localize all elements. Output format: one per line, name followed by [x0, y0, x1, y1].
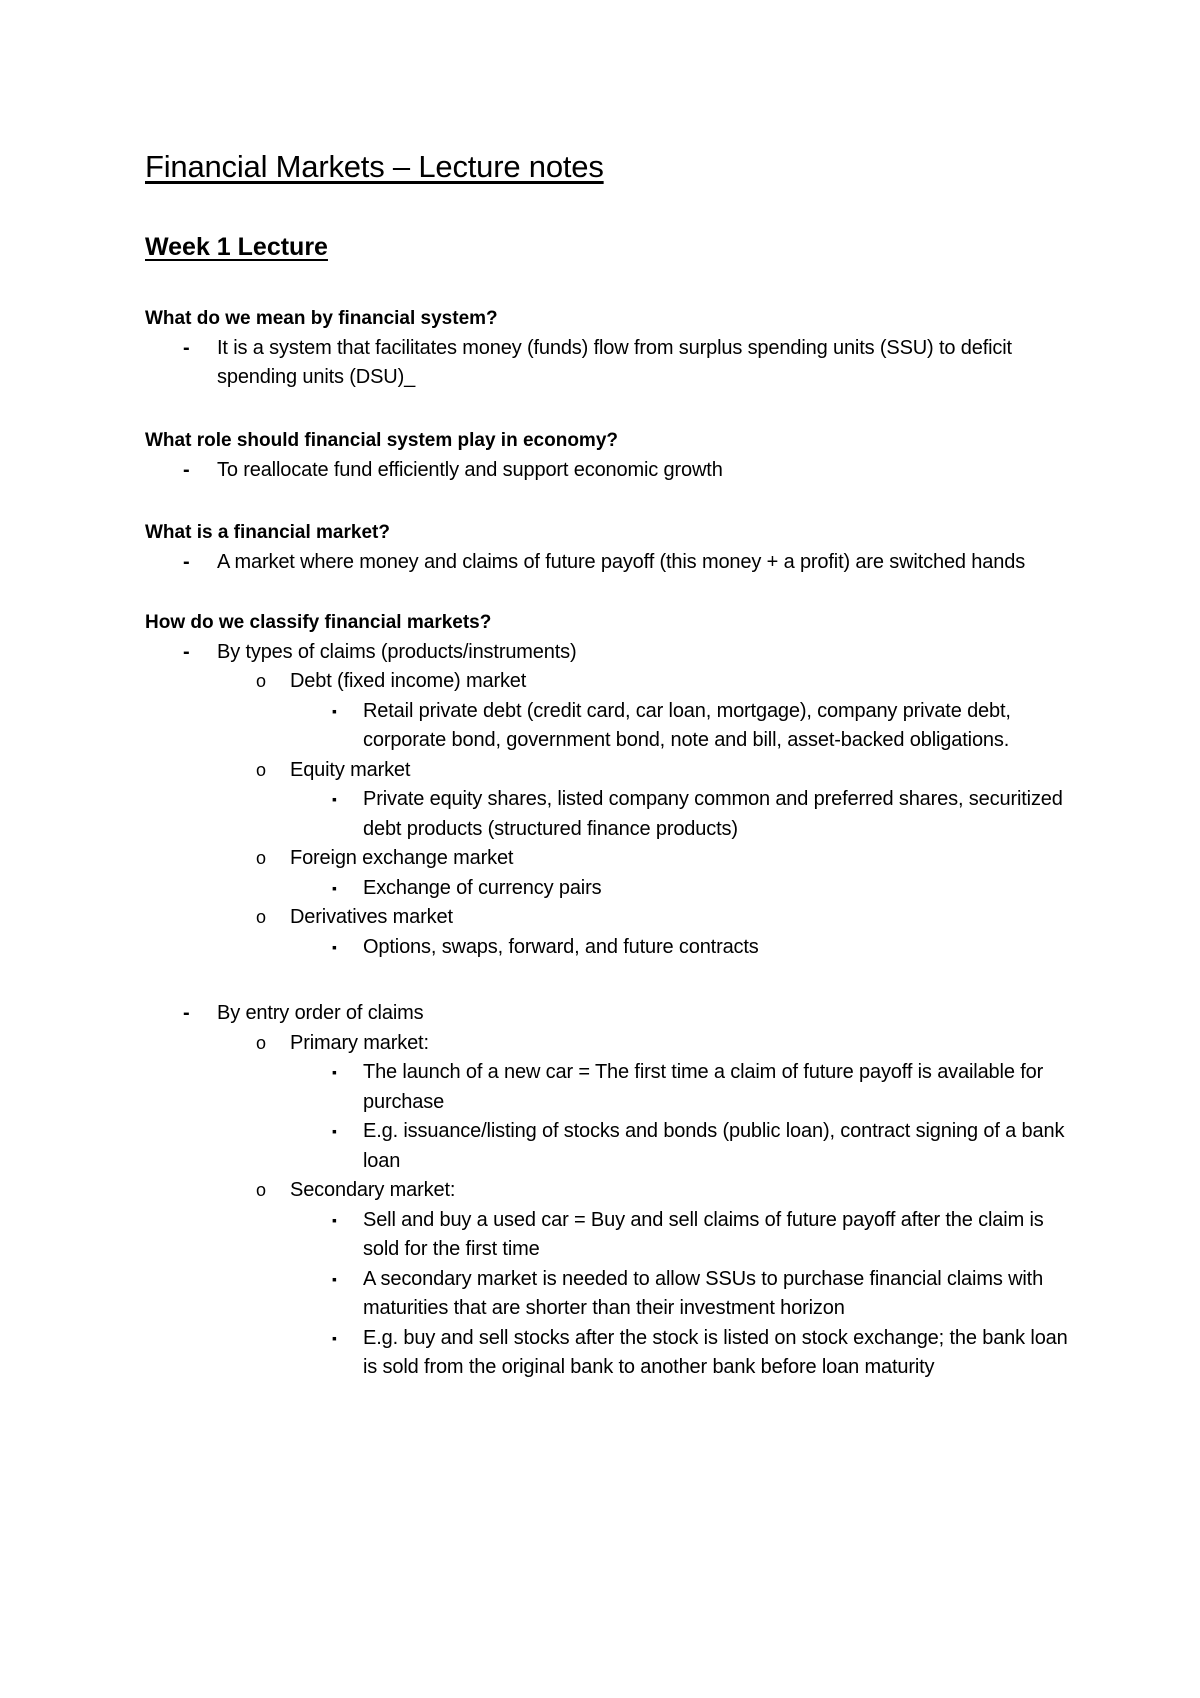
- sub-sublist: [290, 785, 1070, 844]
- list-item-text: Exchange of currency pairs: [363, 876, 602, 899]
- circle-bullet-icon: o: [256, 1180, 266, 1201]
- answer-list: [145, 548, 1070, 578]
- list-item: [145, 548, 1070, 578]
- square-bullet-icon: ▪: [332, 702, 337, 719]
- sublist-item-primary-market: [256, 1029, 1070, 1177]
- list-item-text: Private equity shares, listed company common and preferred shares, securitized debt products (structured finance products): [363, 788, 1063, 840]
- square-bullet-icon: ▪: [332, 938, 337, 955]
- square-bullet-icon: ▪: [332, 1211, 337, 1228]
- sub-sublist: [290, 933, 1070, 963]
- square-bullet-icon: ▪: [332, 1329, 337, 1346]
- square-bullet-icon: ▪: [332, 1123, 337, 1140]
- circle-bullet-icon: o: [256, 1032, 266, 1053]
- list-item-text: Foreign exchange market: [290, 847, 514, 870]
- detail-item: [332, 1117, 1070, 1176]
- dash-bullet-icon: -: [183, 336, 190, 359]
- week-heading: Week 1 Lecture: [145, 233, 328, 262]
- detail-item: [332, 785, 1070, 844]
- answer-list: [145, 456, 1070, 486]
- list-item-text: Derivatives market: [290, 906, 453, 929]
- document-page: [145, 150, 1070, 1383]
- list-item-text: Retail private debt (credit card, car loan, mortgage), company private debt, corporate bond, government bond, note and bill, asset-backed obligations.: [363, 699, 1011, 752]
- section-financial-market: [145, 518, 1070, 578]
- sublist-item-debt-market: [256, 667, 1070, 756]
- list-item-text: To reallocate fund efficiently and support economic growth: [217, 458, 723, 481]
- detail-item: [332, 1265, 1070, 1324]
- list-item-text: By entry order of claims: [217, 1002, 424, 1025]
- list-item: [145, 334, 1070, 393]
- detail-item: [332, 697, 1070, 756]
- list-item-text: Primary market:: [290, 1031, 429, 1054]
- detail-item: [332, 874, 1070, 904]
- list-item-text: By types of claims (products/instruments): [217, 640, 577, 663]
- list-item-text: Debt (fixed income) market: [290, 670, 527, 693]
- list-item-text: Equity market: [290, 758, 411, 781]
- section-financial-system: [145, 304, 1070, 393]
- document-title: Financial Markets – Lecture notes: [145, 149, 604, 184]
- question-heading: What do we mean by financial system?: [145, 307, 498, 329]
- question-heading: What is a financial market?: [145, 522, 390, 544]
- circle-bullet-icon: o: [256, 759, 266, 780]
- square-bullet-icon: ▪: [332, 879, 337, 896]
- sub-sublist: [290, 697, 1070, 756]
- list-item-types-of-claims: [145, 638, 1070, 963]
- list-item-text: E.g. buy and sell stocks after the stock is listed on stock exchange; the bank loan is sold from the original bank to another bank before loan maturity: [363, 1326, 1068, 1379]
- sublist-item-derivatives-market: [256, 903, 1070, 962]
- sub-sublist: [290, 1058, 1070, 1176]
- section-financial-system-role: [145, 426, 1070, 486]
- sublist: [256, 667, 1070, 962]
- dash-bullet-icon: -: [183, 640, 190, 663]
- circle-bullet-icon: o: [256, 848, 266, 869]
- list-item-text: The launch of a new car = The first time a claim of future payoff is available for purchase: [363, 1061, 1044, 1113]
- square-bullet-icon: ▪: [332, 1064, 337, 1081]
- list-item-entry-order: [145, 999, 1070, 1383]
- circle-bullet-icon: o: [256, 907, 266, 928]
- list-item-text: A market where money and claims of future payoff (this money + a profit) are switched hands: [217, 551, 1026, 574]
- list-item-text: A secondary market is needed to allow SSUs to purchase financial claims with maturities that are shorter than their investment horizon: [363, 1267, 1044, 1320]
- list-item-text: Sell and buy a used car = Buy and sell claims of future payoff after the claim is sold for the first time: [363, 1208, 1044, 1261]
- square-bullet-icon: ▪: [332, 791, 337, 808]
- section-classify-markets: [145, 608, 1070, 1383]
- detail-item: [332, 1324, 1070, 1383]
- detail-item: [332, 933, 1070, 963]
- sub-sublist: [290, 1206, 1070, 1383]
- list-item-text: Options, swaps, forward, and future contracts: [363, 935, 759, 958]
- sublist-item-secondary-market: [256, 1176, 1070, 1383]
- list-item-text: Secondary market:: [290, 1179, 456, 1202]
- dash-bullet-icon: -: [183, 1002, 190, 1025]
- question-heading: What role should financial system play in economy?: [145, 429, 618, 451]
- detail-item: [332, 1206, 1070, 1265]
- sub-sublist: [290, 874, 1070, 904]
- question-heading: How do we classify financial markets?: [145, 611, 492, 633]
- detail-item: [332, 1058, 1070, 1117]
- list-item-text: E.g. issuance/listing of stocks and bonds (public loan), contract signing of a bank loan: [363, 1120, 1065, 1172]
- circle-bullet-icon: o: [256, 671, 266, 692]
- sublist-item-equity-market: [256, 756, 1070, 845]
- answer-list: [145, 638, 1070, 1383]
- dash-bullet-icon: -: [183, 551, 190, 574]
- sublist-item-fx-market: [256, 844, 1070, 903]
- answer-list: [145, 334, 1070, 393]
- list-item-text: It is a system that facilitates money (funds) flow from surplus spending units (SSU) to deficit spending units (DSU)_: [217, 336, 1012, 389]
- list-item: [145, 456, 1070, 486]
- dash-bullet-icon: -: [183, 458, 190, 481]
- square-bullet-icon: ▪: [332, 1270, 337, 1287]
- sublist: [256, 1029, 1070, 1383]
